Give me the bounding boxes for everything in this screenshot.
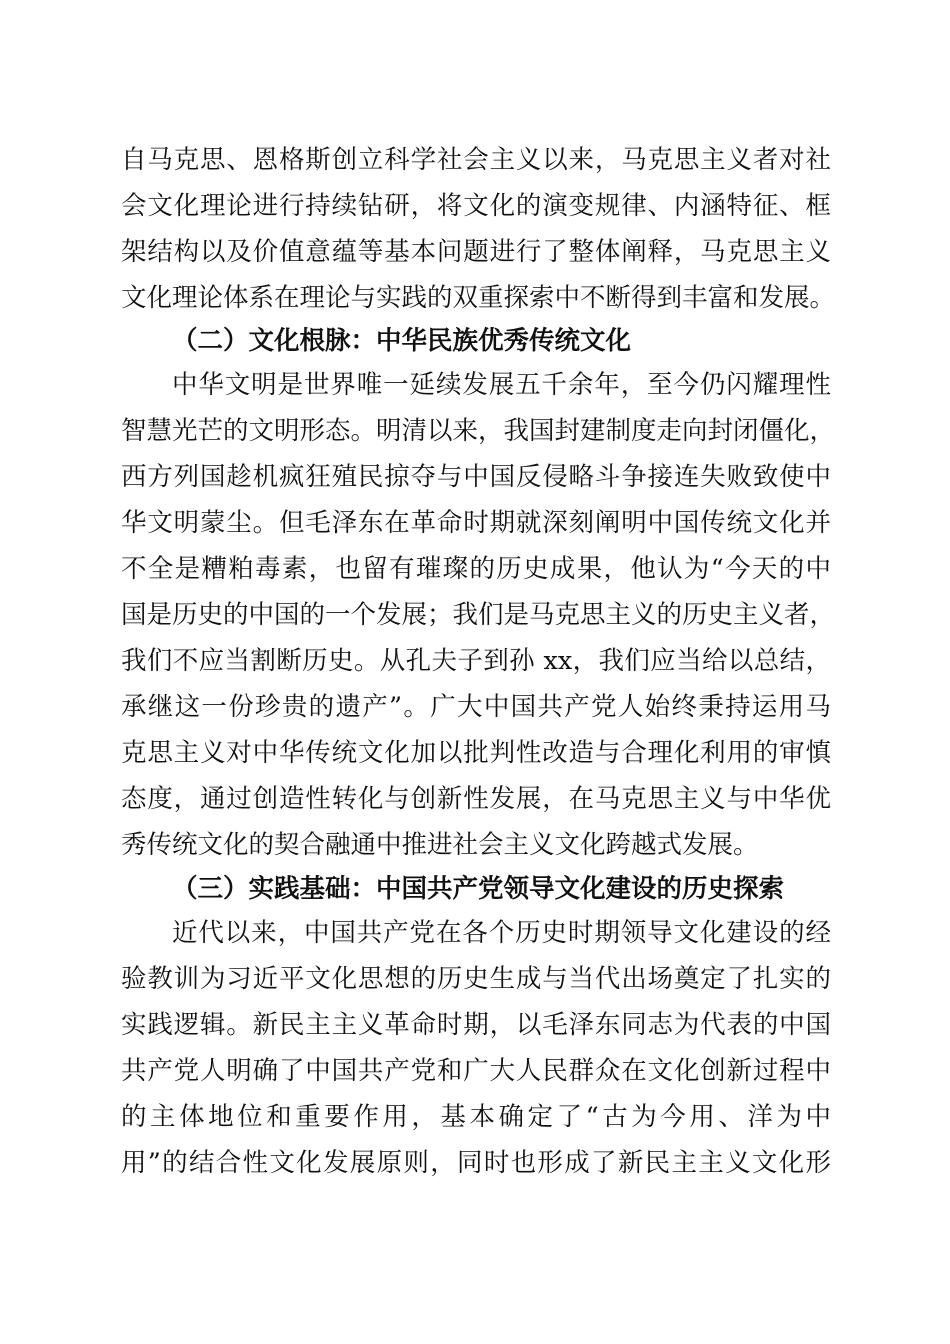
- paragraph-2-line-4: 华文明蒙尘。但毛泽东在革命时期就深刻阐明中国传统文化并: [121, 508, 831, 538]
- paragraph-2-line-10: 态度，通过创造性转化与创新性发展，在马克思主义与中华优: [121, 784, 831, 814]
- paragraph-2-line-2: 智慧光芒的文明形态。明清以来，我国封建制度走向封闭僵化，: [121, 416, 836, 446]
- paragraph-1-line-1: 自马克思、恩格斯创立科学社会主义以来，马克思主义者对社: [121, 145, 831, 175]
- paragraph-2-line-11: 秀传统文化的契合融通中推进社会主义文化跨越式发展。: [121, 830, 759, 860]
- paragraph-2-line-9: 克思主义对中华传统文化加以批判性改造与合理化利用的审慎: [121, 738, 831, 768]
- paragraph-3-line-2: 验教训为习近平文化思想的历史生成与当代出场奠定了扎实的: [121, 964, 831, 994]
- paragraph-2-line-1: 中华文明是世界唯一延续发展五千余年，至今仍闪耀理性: [172, 370, 831, 400]
- paragraph-2-line-8: 承继这一份珍贵的遗产”。广大中国共产党人始终秉持运用马: [121, 692, 831, 722]
- paragraph-3-line-5: 的主体地位和重要作用，基本确定了“古为今用、洋为中: [121, 1102, 831, 1132]
- paragraph-3-line-1: 近代以来，中国共产党在各个历史时期领导文化建设的经: [172, 918, 831, 948]
- paragraph-1-line-2: 会文化理论进行持续钻研，将文化的演变规律、内涵特征、框: [121, 191, 831, 221]
- paragraph-3-line-3: 实践逻辑。新民主主义革命时期，以毛泽东同志为代表的中国: [121, 1010, 831, 1040]
- paragraph-1-line-3: 架结构以及价值意蕴等基本问题进行了整体阐释，马克思主义: [121, 237, 831, 267]
- paragraph-2-line-6: 国是历史的中国的一个发展；我们是马克思主义的历史主义者，: [121, 600, 836, 630]
- section-heading-2: （二）文化根脉：中华民族优秀传统文化: [172, 326, 632, 356]
- paragraph-2-line-5: 不全是糟粕毒素，也留有璀璨的历史成果，他认为“今天的中: [121, 554, 831, 584]
- paragraph-2-line-3: 西方列国趁机疯狂殖民掠夺与中国反侵略斗争接连失败致使中: [121, 462, 831, 492]
- paragraph-3-line-4: 共产党人明确了中国共产党和广大人民群众在文化创新过程中: [121, 1056, 831, 1086]
- section-heading-3: （三）实践基础：中国共产党领导文化建设的历史探索: [172, 874, 785, 904]
- paragraph-3-line-6: 用”的结合性文化发展原则，同时也形成了新民主主义文化形: [121, 1148, 831, 1178]
- paragraph-2-line-7: 我们不应当割断历史。从孔夫子到孙 xx，我们应当给以总结，: [121, 646, 831, 676]
- paragraph-1-line-4: 文化理论体系在理论与实践的双重探索中不断得到丰富和发展。: [121, 283, 836, 313]
